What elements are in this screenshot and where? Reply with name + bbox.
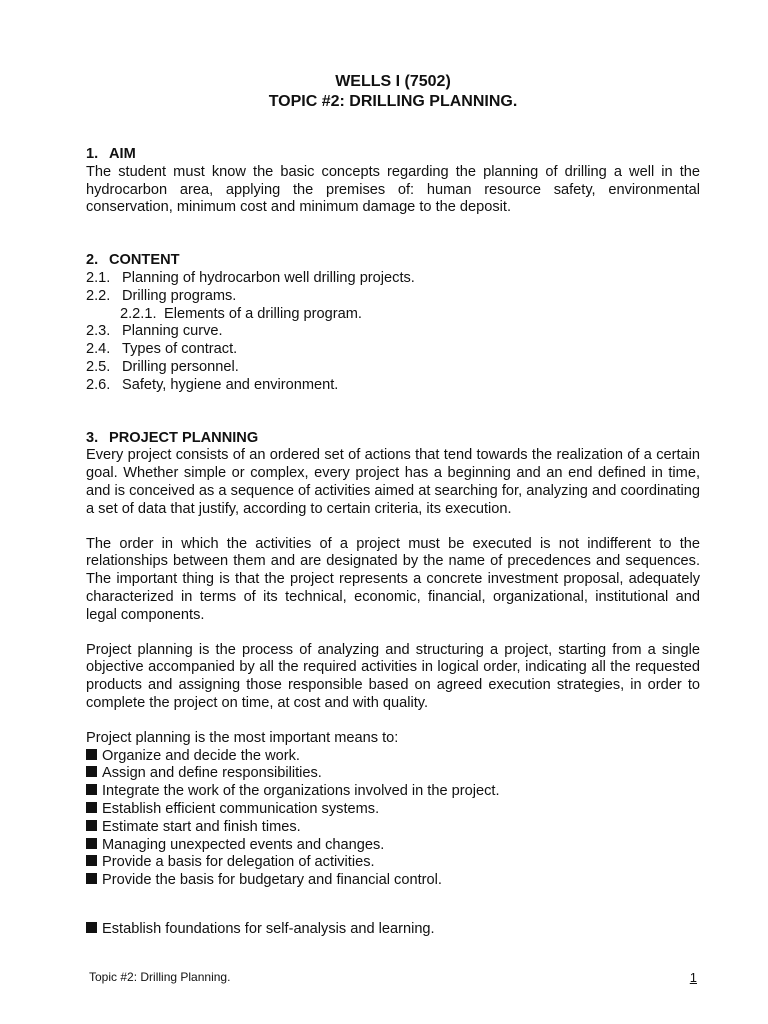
toc-item-number: 2.3. xyxy=(86,323,111,340)
square-bullet-icon xyxy=(86,749,97,760)
square-bullet-icon xyxy=(86,873,97,884)
bullet-item xyxy=(86,837,700,855)
bullet-text: Integrate the work of the organizations involved in the project. xyxy=(102,783,500,800)
toc-item-number: 2.1. xyxy=(86,269,111,286)
toc-item-number: 2.5. xyxy=(86,358,111,375)
toc-item-text: Planning of hydrocarbon well drilling projects. xyxy=(122,269,415,286)
toc-item xyxy=(86,341,700,359)
bullet-text: Organize and decide the work. xyxy=(102,747,300,764)
square-bullet-icon xyxy=(86,766,97,777)
bullet-item xyxy=(86,783,700,801)
project-planning-heading xyxy=(86,430,700,448)
square-bullet-icon xyxy=(86,802,97,813)
content-number: 2. xyxy=(86,252,99,269)
page-footer xyxy=(89,969,697,987)
title-line-1: WELLS I (7502) xyxy=(335,73,451,90)
paragraph: Every project consists of an ordered set of actions that tend towards the realization of a certain goal. Whether simple or complex, every project has a beginning and an end defined in time, and is conceived as a sequence of activities aimed at searching for, analyzing and coordinating a set of data that justify, according to certain criteria, its execution. xyxy=(86,447,700,517)
aim-section xyxy=(86,146,700,217)
document-title xyxy=(86,72,700,112)
document-page xyxy=(86,72,700,939)
aim-heading xyxy=(86,146,700,164)
bullet-text: Provide the basis for budgetary and financial control. xyxy=(102,872,442,889)
toc-item xyxy=(86,288,700,306)
project-planning-heading-text: PROJECT PLANNING xyxy=(109,429,259,446)
bullet-list xyxy=(86,748,700,939)
paragraph: The order in which the activities of a project must be executed is not indifferent to the relationships between them and are designated by the name of precedences and sequences. The important thing is that the project represents a concrete investment proposal, adequately characterized in terms of its technical, economic, financial, organizational, institutional and legal components. xyxy=(86,535,700,623)
toc-item xyxy=(86,323,700,341)
square-bullet-icon xyxy=(86,922,97,933)
aim-number: 1. xyxy=(86,146,99,162)
bullet-text: Assign and define responsibilities. xyxy=(102,765,322,782)
square-bullet-icon xyxy=(86,820,97,831)
aim-paragraph: The student must know the basic concepts regarding the planning of drilling a well in the hydrocarbon area, applying the premises of: human resource safety, environmental conservation, minimum cost and minimum damage to the deposit. xyxy=(86,163,700,216)
bullet-item xyxy=(86,765,700,783)
list-intro: Project planning is the most important means to: xyxy=(86,729,399,746)
toc-item xyxy=(86,270,700,288)
title-line-2: TOPIC #2: DRILLING PLANNING. xyxy=(268,93,518,110)
toc-item-text: Types of contract. xyxy=(122,341,238,358)
toc-item-text: Safety, hygiene and environment. xyxy=(122,376,339,393)
content-heading xyxy=(86,252,700,270)
bullet-text: Estimate start and finish times. xyxy=(102,818,301,835)
bullet-item xyxy=(86,872,700,890)
content-section xyxy=(86,252,700,394)
page-number: 1 xyxy=(689,970,697,985)
toc-item-number: 2.2.1. xyxy=(120,305,157,322)
bullet-item xyxy=(86,748,700,766)
content-heading-text: CONTENT xyxy=(109,252,180,269)
square-bullet-icon xyxy=(86,784,97,795)
aim-heading-text: AIM xyxy=(109,146,136,162)
toc-item-number: 2.4. xyxy=(86,341,111,358)
bullet-item xyxy=(86,801,700,819)
toc-item-text: Drilling personnel. xyxy=(122,358,239,375)
toc-item-text: Planning curve. xyxy=(122,323,223,340)
bullet-item xyxy=(86,819,700,837)
toc-item xyxy=(86,359,700,377)
square-bullet-icon xyxy=(86,855,97,866)
toc-item-number: 2.2. xyxy=(86,287,111,304)
toc-item xyxy=(86,377,700,395)
toc-item-text: Drilling programs. xyxy=(122,287,237,304)
paragraph: Project planning is the process of analyzing and structuring a project, starting from a single objective accompanied by all the required activities in logical order, indicating all the requested products and assigning those responsible based on agreed execution strategies, in order to complete the project on time, at cost and with quality. xyxy=(86,641,700,711)
project-planning-number: 3. xyxy=(86,429,99,446)
footer-text: Topic #2: Drilling Planning. xyxy=(89,970,231,984)
bullet-text: Managing unexpected events and changes. xyxy=(102,836,385,853)
bullet-text: Establish foundations for self-analysis and learning. xyxy=(102,920,435,937)
project-planning-section xyxy=(86,430,700,939)
toc-item-text: Elements of a drilling program. xyxy=(164,305,362,322)
bullet-item xyxy=(86,921,700,939)
toc-item-number: 2.6. xyxy=(86,376,111,393)
bullet-text: Provide a basis for delegation of activities. xyxy=(102,854,375,871)
toc-subitem xyxy=(86,306,700,324)
square-bullet-icon xyxy=(86,838,97,849)
bullet-item xyxy=(86,854,700,872)
bullet-text: Establish efficient communication systems. xyxy=(102,800,380,817)
